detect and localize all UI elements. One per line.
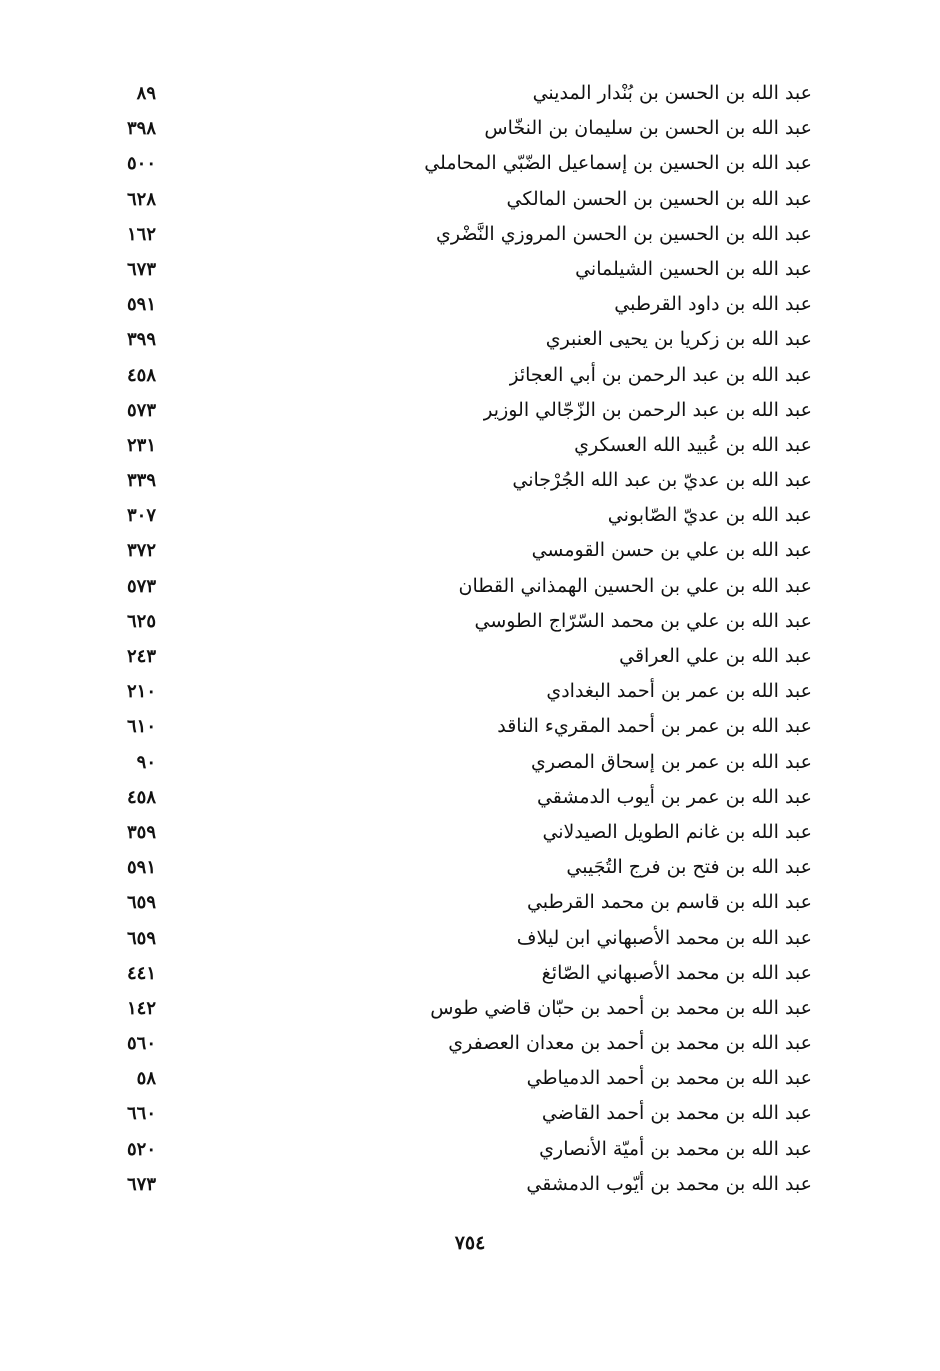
entry-name: عبد الله بن الحسين بن إسماعيل الضّبّي المحاملي [424,152,812,175]
entry-name: عبد الله بن محمد بن أيّوب الدمشقي [526,1172,812,1195]
entry-page-number: ٣٥٩ [126,821,156,843]
entry-name: عبد الله بن عُبيد الله العسكري [574,433,812,456]
index-entry [100,745,812,780]
entry-name: عبد الله بن محمد الأصبهاني الصّائغ [541,961,812,984]
entry-page-number: ٥٧٣ [126,399,156,421]
entry-name: عبد الله بن علي بن الحسين الهمذاني القطان [458,574,812,597]
index-entry [100,533,812,568]
entry-page-number: ٩٠ [136,751,156,773]
entry-name: عبد الله بن علي العراقي [619,645,812,667]
index-entry [100,498,812,533]
entry-name: عبد الله بن فتح بن فرج التُجَيبي [566,856,812,879]
entry-page-number: ٨٩ [136,83,156,104]
index-entry [100,1096,812,1131]
entry-page-number: ٣٩٩ [126,329,156,351]
index-entry [100,569,812,604]
entry-page-number: ٦١٠ [126,716,156,738]
index-entry [100,956,812,991]
index-entry [100,463,812,498]
index-entry [100,885,812,920]
index-entry [100,780,812,815]
entry-page-number: ٦٢٥ [126,610,156,632]
entry-page-number: ٦٥٩ [126,892,156,914]
index-entry [100,991,812,1026]
entry-name: عبد الله بن محمد بن أحمد بن حبّان قاضي طوس [430,996,812,1019]
index-entry [100,358,812,393]
entry-page-number: ٥٠٠ [126,153,156,175]
entry-page-number: ٦٧٣ [126,1173,156,1195]
entry-page-number: ٦٧٣ [126,258,156,280]
entry-name: عبد الله بن داود القرطبي [614,293,812,316]
entry-name: عبد الله بن قاسم بن محمد القرطبي [526,891,812,914]
index-entry [100,850,812,885]
index-entry [100,639,812,674]
index-list [100,76,812,1202]
entry-page-number: ٦٥٩ [126,927,156,949]
entry-name: عبد الله بن محمد الأصبهاني ابن ليلاف [516,926,812,949]
entry-page-number: ٣٠٧ [126,505,156,527]
entry-page-number: ٥٨ [136,1068,156,1090]
index-entry [100,604,812,639]
entry-page-number: ١٤٢ [126,997,156,1019]
index-entry [100,252,812,287]
entry-page-number: ٥٩١ [126,857,156,879]
entry-name: عبد الله بن غانم الطويل الصيدلاني [542,820,812,843]
entry-name: عبد الله بن عمر بن أحمد البغدادي [546,680,812,703]
entry-page-number: ٥٦٠ [126,1033,156,1055]
index-entry [100,393,812,428]
entry-page-number: ٤٤١ [126,962,156,984]
index-entry [100,322,812,357]
entry-name: عبد الله بن عمر بن أيوب الدمشقي [536,785,812,808]
entry-page-number: ١٦٢ [126,223,156,245]
entry-name: عبد الله بن محمد بن أحمد بن معدان العصفري [448,1032,812,1055]
entry-name: عبد الله بن محمد بن أحمد القاضي [541,1102,812,1125]
page-number: ٧٥٤ [454,1232,486,1254]
entry-page-number: ٤٥٨ [126,364,156,386]
entry-page-number: ٦٢٨ [126,188,156,210]
entry-name: عبد الله بن محمد بن أميّة الأنصاري [539,1137,812,1160]
entry-page-number: ٥٩١ [126,294,156,316]
index-entry [100,1061,812,1096]
entry-name: عبد الله بن عبد الرحمن بن الزّجّالي الوزير [483,398,812,421]
entry-name: عبد الله بن عديّ بن عبد الله الجُرْجاني [512,469,812,492]
entry-name: عبد الله بن عمر بن إسحاق المصري [530,750,812,773]
entry-page-number: ٤٥٨ [126,786,156,808]
index-entry [100,217,812,252]
entry-name: عبد الله بن علي بن محمد السّرّاج الطوسي [474,609,812,632]
entry-page-number: ٣٧٢ [126,540,156,562]
entry-name: عبد الله بن الحسين بن الحسن المالكي [506,187,812,210]
index-entry [100,76,812,111]
entry-page-number: ٥٧٣ [126,575,156,597]
entry-page-number: ٢٣١ [126,434,156,456]
entry-name: عبد الله بن عبد الرحمن بن أبي العجائز [509,363,812,386]
entry-page-number: ٦٦٠ [126,1103,156,1125]
entry-name: عبد الله بن الحسن بن بُنْدار المديني [532,82,812,104]
entry-name: عبد الله بن الحسن بن سليمان بن النخّاس [484,117,812,140]
entry-name: عبد الله بن الحسين بن الحسن المروزي النَّضْري [436,222,812,245]
entry-name: عبد الله بن عمر بن أحمد المقريء الناقد [497,715,812,738]
entry-page-number: ٥٢٠ [126,1138,156,1160]
index-entry [100,709,812,744]
index-entry [100,674,812,709]
index-entry [100,1132,812,1167]
index-entry [100,287,812,322]
index-entry [100,921,812,956]
index-entry [100,146,812,181]
index-entry [100,815,812,850]
entry-name: عبد الله بن محمد بن أحمد الدمياطي [526,1067,812,1090]
entry-name: عبد الله بن الحسين الشيلماني [575,257,812,280]
index-entry [100,182,812,217]
index-entry [100,1167,812,1202]
entry-name: عبد الله بن عديّ الصّابوني [607,504,812,527]
entry-name: عبد الله بن علي بن حسن القومسي [531,539,812,562]
entry-name: عبد الله بن زكريا بن يحيى العنبري [545,328,812,351]
entry-page-number: ٢١٠ [126,681,156,703]
entry-page-number: ٣٣٩ [126,470,156,492]
index-entry [100,1026,812,1061]
entry-page-number: ٢٤٣ [126,646,156,667]
entry-page-number: ٣٩٨ [126,118,156,140]
index-entry [100,111,812,146]
index-entry [100,428,812,463]
